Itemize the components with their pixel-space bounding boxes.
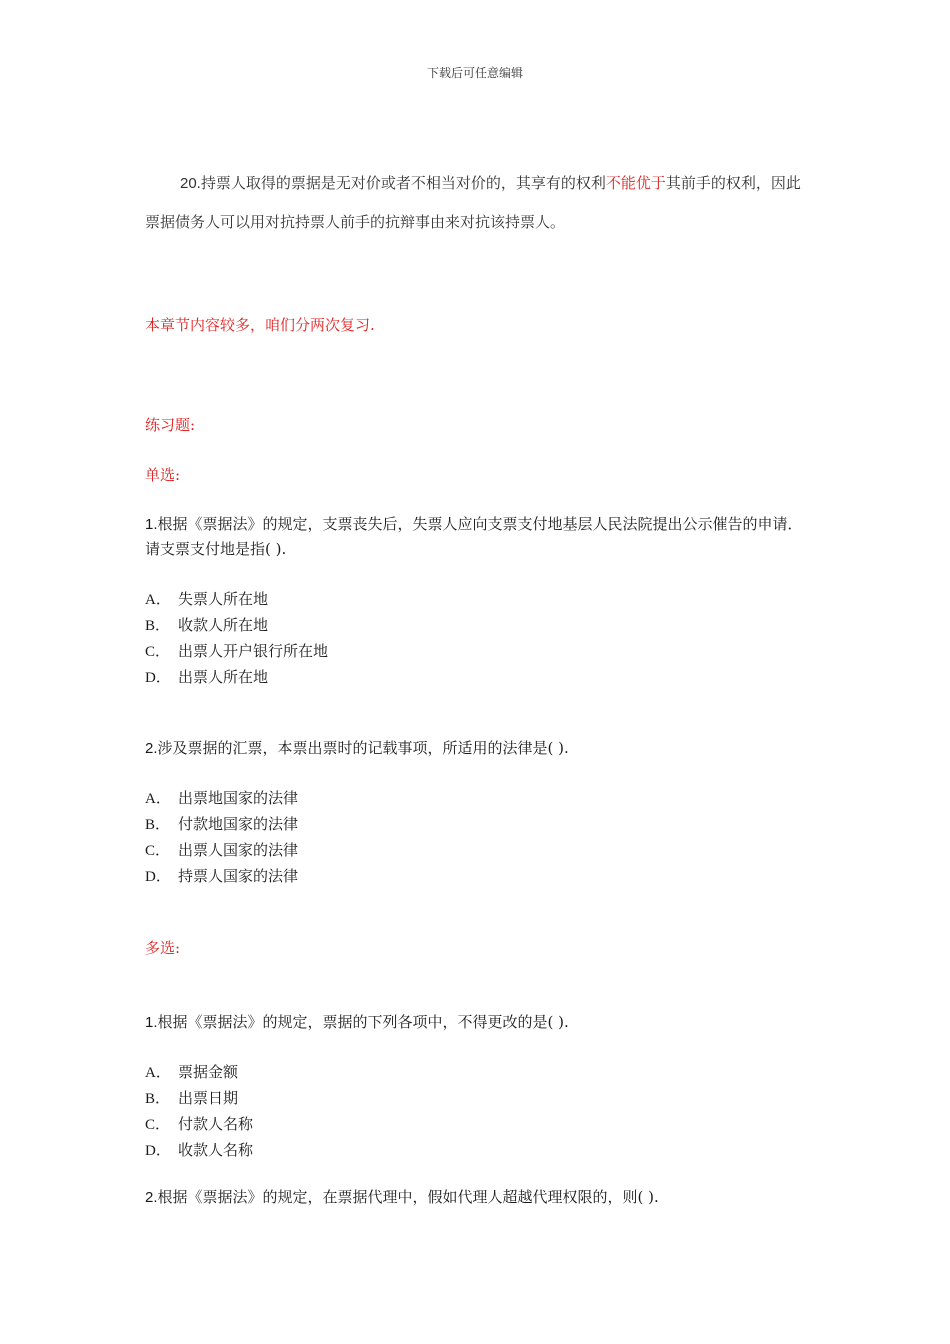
option-c <box>145 639 328 665</box>
option-text: 收款人名称 <box>178 1141 254 1159</box>
option-text: 出票日期 <box>178 1089 239 1107</box>
option-c <box>145 1112 253 1138</box>
question-text: 根据《票据法》的规定，票据的下列各项中，不得更改的是( ). <box>157 1013 569 1031</box>
option-text: 失票人所在地 <box>178 590 269 608</box>
option-letter: A． <box>145 592 171 608</box>
single-question-1-options <box>145 587 328 691</box>
option-text: 付款人名称 <box>178 1115 254 1133</box>
option-text: 付款地国家的法律 <box>178 815 299 833</box>
option-letter: D． <box>145 670 171 686</box>
paragraph-text-start: 持票人取得的票据是无对价或者不相当对价的，其享有的权利 <box>200 174 606 192</box>
multi-question-1 <box>145 1010 810 1035</box>
paragraph-20 <box>145 164 810 241</box>
option-letter: C． <box>145 644 171 660</box>
option-letter: D． <box>145 869 171 885</box>
page-header: 下载后可任意编辑 <box>426 66 523 80</box>
option-a <box>145 1060 253 1086</box>
multi-question-1-options <box>145 1060 253 1164</box>
option-text: 票据金额 <box>178 1063 239 1081</box>
paragraph-number: 20. <box>180 175 201 192</box>
question-number: 2. <box>145 1189 158 1206</box>
question-text: 根据《票据法》的规定，在票据代理中，假如代理人超越代理权限的，则( ). <box>157 1188 659 1206</box>
multi-question-2 <box>145 1185 810 1210</box>
option-b <box>145 1086 253 1112</box>
single-question-2-options <box>145 786 298 890</box>
option-c <box>145 838 298 864</box>
option-letter: B． <box>145 817 171 833</box>
option-text: 持票人国家的法律 <box>178 867 299 885</box>
question-text: 根据《票据法》的规定，支票丧失后，失票人应向支票支付地基层人民法院提出公示催告的申请．请支票支付地是指( ). <box>145 515 803 558</box>
option-text: 出票地国家的法律 <box>178 789 299 807</box>
option-text: 出票人所在地 <box>178 668 269 686</box>
option-d <box>145 864 298 890</box>
single-choice-heading: 单选: <box>145 466 181 484</box>
option-d <box>145 665 328 691</box>
option-text: 收款人所在地 <box>178 616 269 634</box>
option-text: 出票人开户银行所在地 <box>178 642 329 660</box>
paragraph-text-end: 其前手的权利，因此票据债务人可以用对抗持票人前手的抗辩事由来对抗该持票人。 <box>145 174 801 231</box>
exercise-heading: 练习题: <box>145 416 196 434</box>
multiple-choice-heading: 多选: <box>145 939 181 957</box>
option-b <box>145 812 298 838</box>
question-number: 2. <box>145 740 158 757</box>
review-note: 本章节内容较多，咱们分两次复习. <box>145 316 375 334</box>
option-text: 出票人国家的法律 <box>178 841 299 859</box>
option-letter: C． <box>145 1117 171 1133</box>
option-letter: B． <box>145 1091 171 1107</box>
question-number: 1. <box>145 1014 158 1031</box>
single-question-2 <box>145 736 810 761</box>
question-text: 涉及票据的汇票，本票出票时的记载事项，所适用的法律是( ). <box>157 739 569 757</box>
highlighted-phrase: 不能优于 <box>605 174 666 192</box>
option-letter: A． <box>145 791 171 807</box>
option-a <box>145 786 298 812</box>
question-number: 1. <box>145 516 158 533</box>
option-letter: D． <box>145 1143 171 1159</box>
option-letter: C． <box>145 843 171 859</box>
option-letter: A． <box>145 1065 171 1081</box>
option-letter: B． <box>145 618 171 634</box>
option-d <box>145 1138 253 1164</box>
option-b <box>145 613 328 639</box>
option-a <box>145 587 328 613</box>
single-question-1 <box>145 512 810 562</box>
